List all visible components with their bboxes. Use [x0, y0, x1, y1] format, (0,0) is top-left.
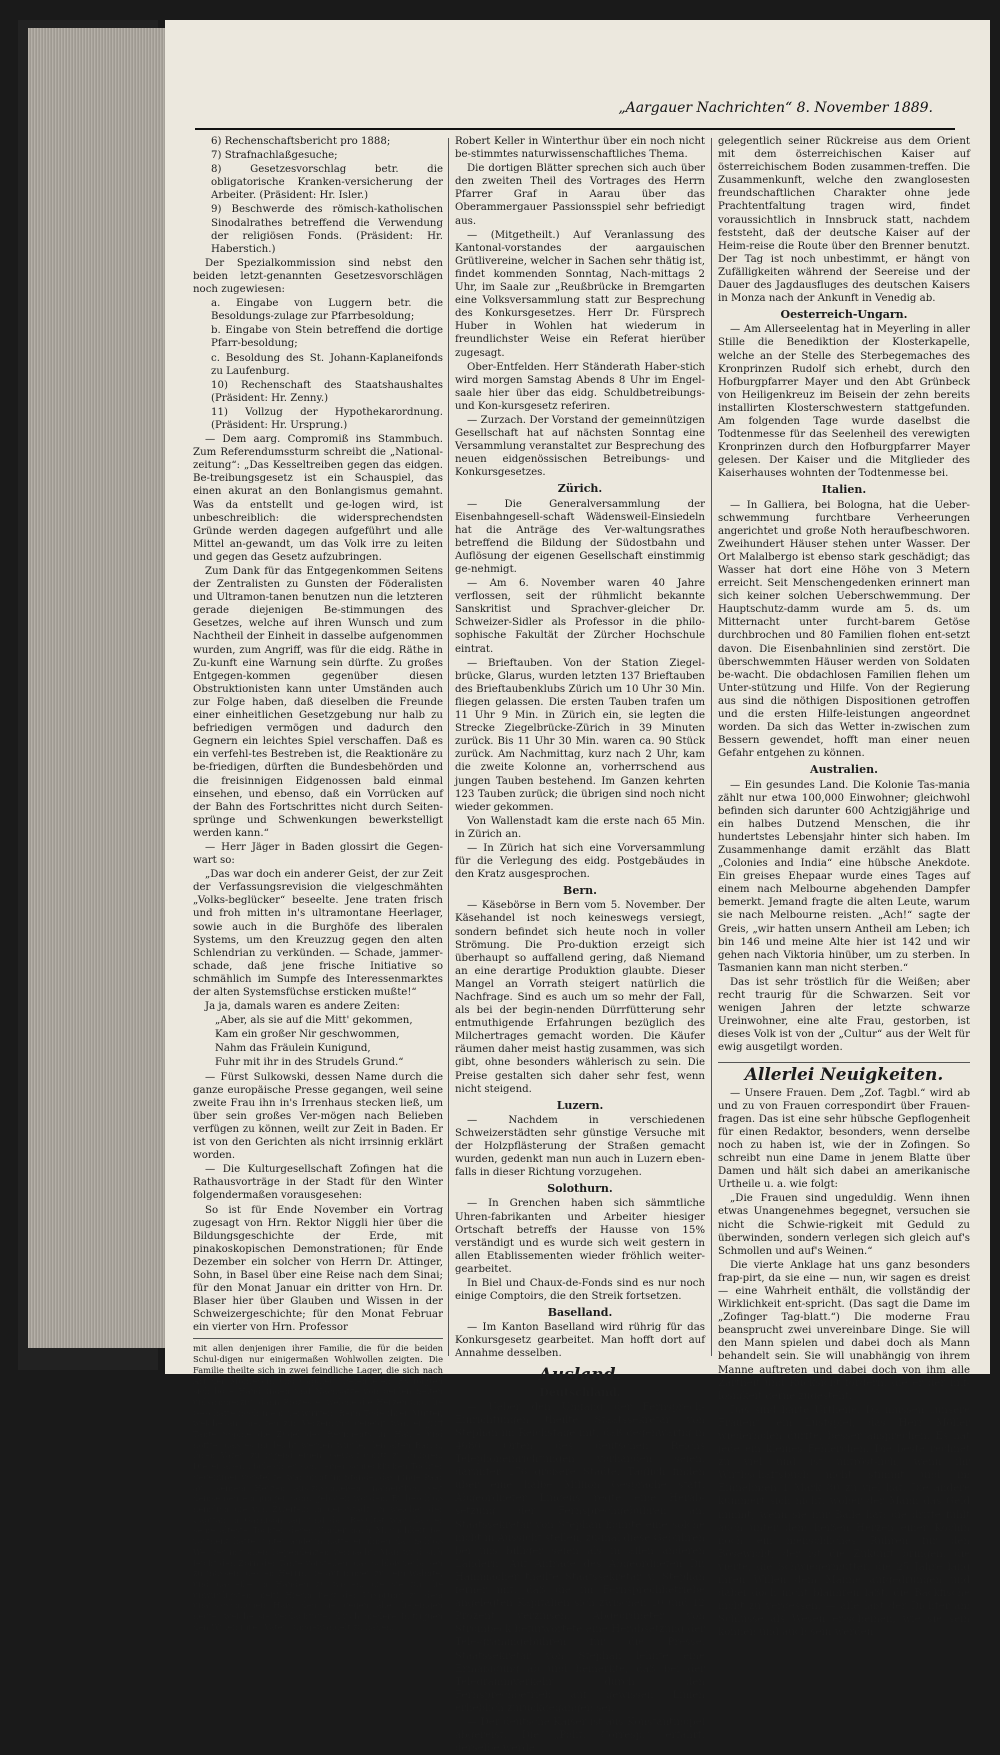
paragraph: — Käsebörse in Bern vom 5. November. Der Käsehandel ist noch keineswegs versiegt, sondern befindet sich heute noch in voller Strömung. Die Pro-duktion erzeigt sich überhaupt so auffallend gering, daß Niemand an eine derartige Produktion glaubte. Dieser Mangel an Vorrath steigert natürlich die Nachfrage. Sind es auch um so mehr der Fall, als bei der begin-nenden Dürrfütterung sehr entmuthigende Erfahrungen bezüglich des Milchertrages gemacht worden. Die Käufer räumen daher meist hastig zusammen, was sich gibt, ohne besonders wählerisch zu sein. Die Preise gestalten sich daher sehr fest, wenn nicht steigend. — [455, 900, 705, 1095]
paragraph: Ja ja, damals waren es andere Zeiten: — [205, 1001, 400, 1013]
feuilleton: mit allen denjenigen ihrer Familie, die für die beiden Schul-digen nur einigermaßen Wohlwollen zeigten. Die Familie theilte sich in zwei feindliche Lager, die sich nach Art der Montecchi und Capuletti befehdeten. Es folgten sich böse Handlungen und Nachsätze von beiden Seiten unbarmherzig; dann Prozesse, welche die Herzen und die Geschäfte noch mehr verwirrten. Beim Tode ihrer Mutter, welche am meisten zur Verzeihung geneigt war, er-griff Tante Sophie die Zügel des Regiments im Hause und hoffte, daß es ihr leicht werden würde, den alten Baron, ihren Vater, zu irgend einem Gewaltschritt zu bringen. Dieser aber, obgleich er sich seiner schrecklichen Tochter gegenüber vorstellte, war nicht im Stande, das junge Paar aus seinem Herzen aus-zuschließen, namentlich seit demselben ein junger Sohn geboren worden. Er beschloß heimlich die von Zweifeln in der Stadt, in welcher der Capitän in Garnison lag, und das Resultat war, daß er seine älteste Tochter deren Kinder nach Möglichkeit be-vortheilt hatte; unter anderm hatte er ihnen das Schloß Wes-ter mit allen Dependenzen vermacht. Man wird sich leicht den Zorn der Tante vorstellen, das Schloß verlassen zu müssen, dessen Herrin sie auf immer zu sein wähnte, und dasselbe in Händen zu wissen, die sie für die unwürdigsten hielt! Hierin liegt der Ursprung zu dem unauslöschlichen Haß, den sie gegen alle diejenigen hegte, welche sie verdächtigte, durch niedere In-triguen den Willen ihres Vaters umgewandelt zu haben. — [193, 1338, 443, 1632]
agenda-item: a. Eingabe von Luggern betr. die Besoldungs-zulage zur Pfarrbesoldung; — [211, 298, 443, 323]
paragraph: — Die Kulturgesellschaft Zofingen hat die Rathausvorträge in der Stadt für den Winter folgendermaßen vorausgesehen: — [193, 1164, 443, 1202]
paragraph: — Am Allerseelentag hat in Meyerling in aller Stille die Benediktion der Klosterkapelle, welche an der Stelle des Sterbegemaches des Kronprinzen Rudolf sich erhebt, durch den Hofburgpfarrer Mayer und den Abt Grünbeck von Heiligenkreuz im Beisein der zehn bereits installirten Klosterschwestern stattgefunden. Am folgenden Tage wurde daselbst die Todtenmesse für das Seelenheil des verewigten Kronprinzen durch den Hofburgpfarrer Mayer gelesen. Der Kaiser und die Mitglieder des Kaiserhauses wohnten der Todtenmesse bei. — [718, 324, 970, 480]
column-right — [718, 135, 970, 1639]
agenda-item: c. Besoldung des St. Johann-Kaplaneifonds zu Laufenburg. — [211, 352, 443, 377]
column-left — [193, 135, 443, 1632]
section-heading: Zürich. — [557, 482, 603, 496]
section-heading: Solothurn. — [547, 1182, 613, 1196]
agenda-list — [193, 135, 443, 256]
paragraph: — Zurzach. Der Vorstand der gemeinnützigen Gesellschaft hat auf nächsten Sonntag eine Versammlung veranstaltet zur Besprechung des neuen eidgenössischen Betreibungs- und Konkursgesetzes. — [455, 414, 705, 479]
paragraph: — Ein gesundes Land. Die Kolonie Tas-mania zählt nur etwa 100,000 Einwohner; gleichwohl befinden sich darunter 600 Achtzigjährige und ein halbes Dutzend Menschen, die ihr hundertstes Lebensjahr hinter sich haben. Im Zusammenhange damit erzählt das Blatt „Colonies and India“ eine hübsche Anekdote. Ein greises Ehepaar wurde eines Tages auf einem nach Melbourne abgehenden Dampfer bemerkt. Jemand fragte die alten Leute, warum sie nach Melbourne reisten. „Ach!“ sagte der Greis, „wir hatten unsern Antheil am Leben; ich bin 146 und meine Alte hier ist 142 und wir gehen nach Viktoria hinüber, um zu sterben. In Tasmanien kann man nicht sterben.“ — [718, 779, 970, 974]
agenda-item: 8) Gesetzesvorschlag betr. die obligatorische Kranken-versicherung der Arbeiter. (Präsident: Hr. Isler.) — [211, 164, 443, 202]
section-heading: Australien. — [810, 763, 878, 777]
paragraph: Das ist sehr tröstlich für die Weißen; aber recht traurig für die Schwarzen. Seit vor wenigen Jahren der letzte schwarze Ureinwohner, eine alte Frau, gestorben, ist dieses Volk ist von der „Cultur“ aus der Welt für ewig ausgetilgt worden. — [718, 976, 970, 1054]
section-heading: Luzern. — [556, 1098, 604, 1112]
newspaper-page — [165, 20, 990, 1755]
verse-line: Kam ein großer Nir geschwommen, — [215, 1029, 400, 1041]
paragraph: — Unsere Frauen. Dem „Zof. Tagbl.“ wird ab und zu von Frauen correspondirt über Frauen-fragen. Das ist eine sehr hübsche Gepflogenheit für einen Redaktor, besonders, wenn derselbe noch zu haben ist, wie der in Zofingen. So schreibt nun eine Dame in jenem Blatte über Damen und hält sich dabei an amerikanische Urtheile u. a. wie folgt: — [718, 1087, 970, 1191]
paragraph: — Am 6. November waren 40 Jahre verflossen, seit der rühmlicht bekannte Sanskritist und Sprachver-gleicher Dr. Schweizer-Sidler als Professor in die philo-sophische Fakultät der Zürcher Hochschule eintrat. — [455, 578, 705, 655]
agenda-item: 6) Rechenschaftsbericht pro 1888; — [211, 136, 391, 147]
page-edges — [28, 28, 178, 1348]
paragraph: Die vierte Anklage hat uns ganz besonders frap-pirt, da sie eine — nun, wir sagen es dreist — eine Wahrheit enthält, die vollständig der Wirklichkeit ent-spricht. (Das sagt die Dame im „Zofinger Tag-blatt.“) Die moderne Frau beansprucht zwei unvereinbare Dinge. Sie will den Mann spielen und dabei doch als Mann behandelt sein. Sie will unabhängig von ihrem Manne auftreten und dabei doch von ihm alle Zartheit und Rücksicht fordern, die er der hilf-losigkeit gerne zugesteht. — [718, 1259, 970, 1402]
verse-line: Fuhr mit ihr in des Strudels Grund.“ — [215, 1057, 404, 1069]
column-divider — [711, 138, 712, 1356]
major-heading: Ausland. — [538, 1364, 622, 1385]
paragraph: — In Galliera, bei Bologna, hat die Ueber-schwemmung furchtbare Verheerungen angerichtet und große Noth heraufbeschworen. Zweihundert Häuser stehen unter Wasser. Der Ort Malalbergo ist ebenso stark geschädigt; das Wasser hat dort eine Höhe von 3 Metern erreicht. Seit Menschengedenken erinnert man sich keiner solchen Ueberschwemmung. Der Hauptschutz-damm wurde am 5. ds. um Mitternacht unter furcht-barem Getöse durchbrochen und 80 Familien flohen ent-setzt davon. Die Eisenbahnlinien sind zerstört. Die überschwemmten Häuser werden von Soldaten be-wacht. Die obdachlosen Familien flehen um Unter-stützung und Hilfe. Von der Regierung aus sind die nöthigen Dispositionen getroffen und die ersten Hilfe-leistungen angeordnet worden. Da sich das Wetter in-zwischen zum Bessern gewendet, hofft man einer neuen Gefahr entgehen zu können. — [718, 499, 970, 760]
paragraph: — (Mitgetheilt.) Auf Veranlassung des Kantonal-vorstandes der aargauischen Grütlivereine, welcher in Sachen sehr thätig ist, findet kommenden Sonntag, Nach-mittags 2 Uhr, im Saale zur „Reußbrücke in Bremgarten eine Volksversammlung statt zur Besprechung des Konkursgesetzes. Herr Dr. Fürsprech Huber in Wohlen hat wiederum in freundlichster Weise ein Referat hierüber zugesagt. — [455, 229, 705, 359]
paragraph: Das sind harte Urtheile. Da müssen „unsere Frauen“, ein Lustspiel, das Herr Möller wiederholen dürfte, besser ansprechen. Es hat jede ein kleines Fehlerchen. Die beste rechnet zu viel und ist untröst-lich, wenn ihr Wirthschaftsbuch nicht stimmt und im Einnehmen 1 Mark 80 zu viel hat. Die andere kümmert sich nicht, woher der Mann das Geld nimmt, wenn sie nur Bälle hat; die dritte fühlt auch unter dem heißen Herzen einer Köchin noch ein menschliches Rühren für den Bösewicht, der ist die Zukunft bringen, die vierte, die Schwiegermutter, die 25 Jahre lang ihren Willen dem Manne aufgedrungen und dabei doch nicht blamiren läßt, die Backfische nicht zu vergessen, — alle läßt der Dichter am Schlusse als Wesen er-scheinen, wie sie sein können und auch sein werden. — [718, 1404, 970, 1639]
paragraph: — Dem aarg. Compromiß ins Stammbuch. Zum Referendumssturm schreibt die „National-zeitung“: „Das Kesseltreiben gegen das eidgen. Be-treibungsgesetz ist ein Schauspiel, das einen akurat an den Bonlangismus gemahnt. Was da entstellt und ge-logen wird, ist unbeschreiblich: die widersprechendsten Gründe werden dagegen aufgeführt und alle Mittel an-gewandt, um das Volk irre zu leiten und gegen das Gesetz aufzubringen. — [193, 434, 443, 563]
page-header — [195, 98, 955, 130]
paragraph: — Ueber den Umfang der Fernsprech-Einrichtungen theilte Staatssekretär von Stephan im Reichstage mit, daß gegenwärtig in 4680 Orten des deutschen Reichs Telephoneinrichtungen vorhanden seien, darunter 176 größere Städte. Täglich finden über eine halbe Million Gespräche statt. Abgeordneter Lingens regte eine Herab-setzung der Fernsprechgebühren an. Staatssekretär von Stephan konnte eine solche nicht in Aussicht stellen, zu-mal diese Gebühren bei uns billiger seien als in allen anderen Ländern. Auf Anfrage des Abgeordneten Dr. Hammacher theilte Staatssekretär v. Stephan ferner mit, daß die im Fernsprechbetriebe angelegten Kapitalien sich zwischen 10 und 12 Prozent verzinsen. Abgeordneter von Strombeck befürwortete eine Herabsetzung der Tele-grammgebühren für die Presse. Staatssekretär von Stephan lehnte eine Ermäßigung ab und bemerkte, daß bei der Telegrammverkehr durch den Fernsprechbetrieb auf gewissen Linien erheblich zurückgegangen sei. — [455, 1401, 705, 1714]
section-heading: Italien. — [821, 483, 867, 497]
paragraph: „Die Frauen sind ungeduldig. Wenn ihnen etwas Unangenehmes begegnet, versuchen sie nicht die Schwie-rigkeit mit Geduld zu überwinden, sondern verlegen sich gleich auf's Schmollen und auf's Weinen.“ — [718, 1193, 970, 1257]
section-heading: Oesterreich-Ungarn. — [780, 308, 908, 322]
agenda-item: 9) Beschwerde des römisch-katholischen Sinodalrathes betreffend die Verwendung der religiösen Fonds. (Präsident: Hr. Haberstich.) — [211, 204, 443, 255]
paragraph: Die dortigen Blätter sprechen sich auch über den zweiten Theil des Vortrages des Herrn Pfarrer Graf in Aarau über das Oberammergauer Passionsspiel sehr befriedigt aus. — [455, 163, 705, 227]
agenda-item: 7) Strafnachlaßgesuche; — [211, 150, 338, 162]
paragraph: gelegentlich seiner Rückreise aus dem Orient mit dem österreichischen Kaiser auf österreichischem Boden zusammen-treffen. Die Zusammenkunft, welche den zwanglosesten freundschaftlichen Charakter ohne jede Prachtentfaltung tragen wird, findet voraussichtlich in Innsbruck statt, nachdem feststeht, daß der deutsche Kaiser auf der Heim-reise die Route über den Brenner benutzt. Der Tag ist noch unbestimmt, er hängt von Zufälligkeiten während der Seereise und der Dauer des Jagdausfluges des deutschen Kaisers in Monza nach der Ankunft in Venedig ab. — [718, 136, 970, 305]
paragraph: — In Grenchen haben sich sämmtliche Uhren-fabrikanten und Arbeiter hiesiger Ortschaft betreffs der Hausse von 15% verständigt und es wurde sich weit gestern in allen Etablissementen wieder fröhlich weiter-gearbeitet. — [455, 1198, 705, 1275]
paragraph: — Brieftauben. Von der Station Ziegel-brücke, Glarus, wurden letzten 137 Brieftauben des Brieftaubenklubs Zürich um 10 Uhr 30 Min. fliegen gelassen. Die ersten Tauben trafen um 11 Uhr 9 Min. in Zürich ein, sie legten die Strecke Ziegelbrücke-Zürich in 39 Minuten zurück. Bis 11 Uhr 30 Min. waren ca. 90 Stück zurück. Am Nachmittag, kurz nach 2 Uhr, kam die zweite Kolonne an, vorherrschend aus jungen Tauben bestehend. Im Ganzen kehrten 123 Tauben zurück; die übrigen sind noch nicht wieder gekommen. — [455, 657, 705, 813]
verse-line: „Aber, als sie auf die Mitt' gekommen, — [215, 1015, 413, 1027]
paragraph: — Fürst Sulkowski, dessen Name durch die ganze europäische Presse gegangen, weil seine zweite Frau ihn in's Irrenhaus stecken ließ, um über sein großes Ver-mögen nach Belieben verfügen zu können, weilt zur Zeit in Baden. Er ist von den Gerichten als nicht irrsinnig erklärt worden. — [193, 1071, 443, 1162]
paragraph: Zum Dank für das Entgegenkommen Seitens der Zentralisten zu Gunsten der Föderalisten und Ultramon-tanen benutzen nun die letzteren gerade diejenigen Be-stimmungen des Gesetzes, welche auf ihren Wunsch und zum Nachtheil der Einheit in dasselbe aufgenommen wurden, zum Angriff, was für die eidg. Räthe in Zu-kunft eine Warnung sein dürfte. Zu großes Entgegen-kommen gegenüber diesen Obstruktionisten kann unter Umständen auch zur Folge haben, daß dieselben die Freunde einer einheitlichen Gesetzgebung nur halb zu befriedigen vermögen und dadurch den Gegnern ein leichtes Spiel verschaffen. Daß es ein verfehl-tes Bestreben ist, die Reaktionäre zu be-friedigen, dürften die Bundesbehörden und die freisinnigen Eidgenossen bald einmal einsehen, und ebenso, daß ein Vorrücken auf der Bahn des Fortschrittes nicht durch Seiten-sprünge und Schwenkungen bewerkstelligt werden kann.“ — [193, 566, 443, 839]
paragraph: Von Wallenstadt kam die erste nach 65 Min. in Zürich an. — [455, 815, 705, 840]
paragraph: In Biel und Chaux-de-Fonds sind es nur noch einige Comptoirs, die den Streik fortsetzen. — [455, 1277, 705, 1303]
paragraph: Robert Keller in Winterthur über ein noch nicht be-stimmtes naturwissenschaftliches Thema. — [455, 136, 705, 161]
agenda-item: 11) Vollzug der Hypothekarordnung. (Präsident: Hr. Ursprung.) — [211, 406, 443, 431]
major-heading: Allerlei Neuigkeiten. — [718, 1062, 970, 1082]
paragraph: — Nachdem in verschiedenen Schweizerstädten sehr günstige Versuche mit der Holzpflästerung der Straßen gemacht wurden, gedenkt man nun auch in Luzern eben-falls in dieser Richtung vorzugehen. — [455, 1114, 705, 1179]
paragraph: — Herr Jäger in Baden glossirt die Gegen-wart so: — [193, 841, 443, 867]
paragraph: Ober-Entfelden. Herr Ständerath Haber-stich wird morgen Samstag Abends 8 Uhr im Engel-saale hier über das eidg. Schuldbetreibungs- und Kon-kursgesetz referiren. — [455, 361, 705, 412]
paragraph: Der Spezialkommission sind nebst den beiden letzt-genannten Gesetzesvorschlägen noch zugewiesen: — [193, 257, 443, 296]
section-heading: Baselland. — [547, 1306, 613, 1320]
header-title: „Aargauer Nachrichten“ 8. November 1889. — [618, 100, 933, 116]
verse — [193, 1014, 443, 1069]
paragraph: — Im Kanton Baselland wird rührig für das Konkursgesetz gearbeitet. Man hofft dort auf Annahme desselben. — [455, 1322, 705, 1360]
column-divider — [448, 138, 449, 1356]
paragraph: — In Zürich hat sich eine Vorversammlung für die Verlegung des eidg. Postgebäudes in den Kratz ausgesprochen. — [455, 842, 705, 881]
agenda-item: 10) Rechenschaft des Staatshaushaltes (Präsident: Hr. Zenny.) — [211, 379, 443, 404]
section-heading: Deutschland. — [539, 1385, 621, 1399]
agenda-list — [193, 297, 443, 432]
paragraph: So ist für Ende November ein Vortrag zugesagt von Hrn. Rektor Niggli hier über die Bildungsgeschichte der Erde, mit pinakoskopischen Demonstrationen; für Ende Dezember ein solcher von Herrn Dr. Attinger, Sohn, in Basel über eine Reise nach dem Sinai; für den Monat Januar ein dritter von Hrn. Dr. Blaser hier über Glauben und Wissen in der Schweizergeschichte; für den Monat Februar ein vierter von Hrn. Professor — [193, 1204, 443, 1334]
verse-line: Nahm das Fräulein Kunigund, — [215, 1043, 371, 1055]
section-heading: Bern. — [563, 884, 597, 898]
agenda-item: b. Eingabe von Stein betreffend die dortige Pfarr-besoldung; — [211, 325, 443, 350]
paragraph: — Der deutsche Kaiser ist aus Konstantinopel abgereist. Die „Polit. Corresp.“ erfährt, derselbe werde — [455, 1716, 705, 1755]
column-middle — [455, 135, 705, 1755]
paragraph: — Die Generalversammlung der Eisenbahngesell-schaft Wädensweil-Einsiedeln hat die Anträge des Ver-waltungsrathes betreffend die Bildung der Südostbahn und Auflösung der eigenen Gesellschaft einstimmig ge-nehmigt. — [455, 498, 705, 575]
paragraph: „Das war doch ein anderer Geist, der zur Zeit der Verfassungsrevision die vielgeschmähten „Volks-beglücker“ beseelte. Jene traten frisch und froh mitten in's ultramontane Heerlager, sowie auch in die Burghöfe des liberalen Systems, um den Kreuzzug gegen den alten Schlendrian zu verkünden. — Schade, jammer-schade, daß jene frische Initiative so schmählich im Sumpfe des Interessenmarktes der alten Systemsfüchse ersticken mußte!“ — [193, 869, 443, 998]
